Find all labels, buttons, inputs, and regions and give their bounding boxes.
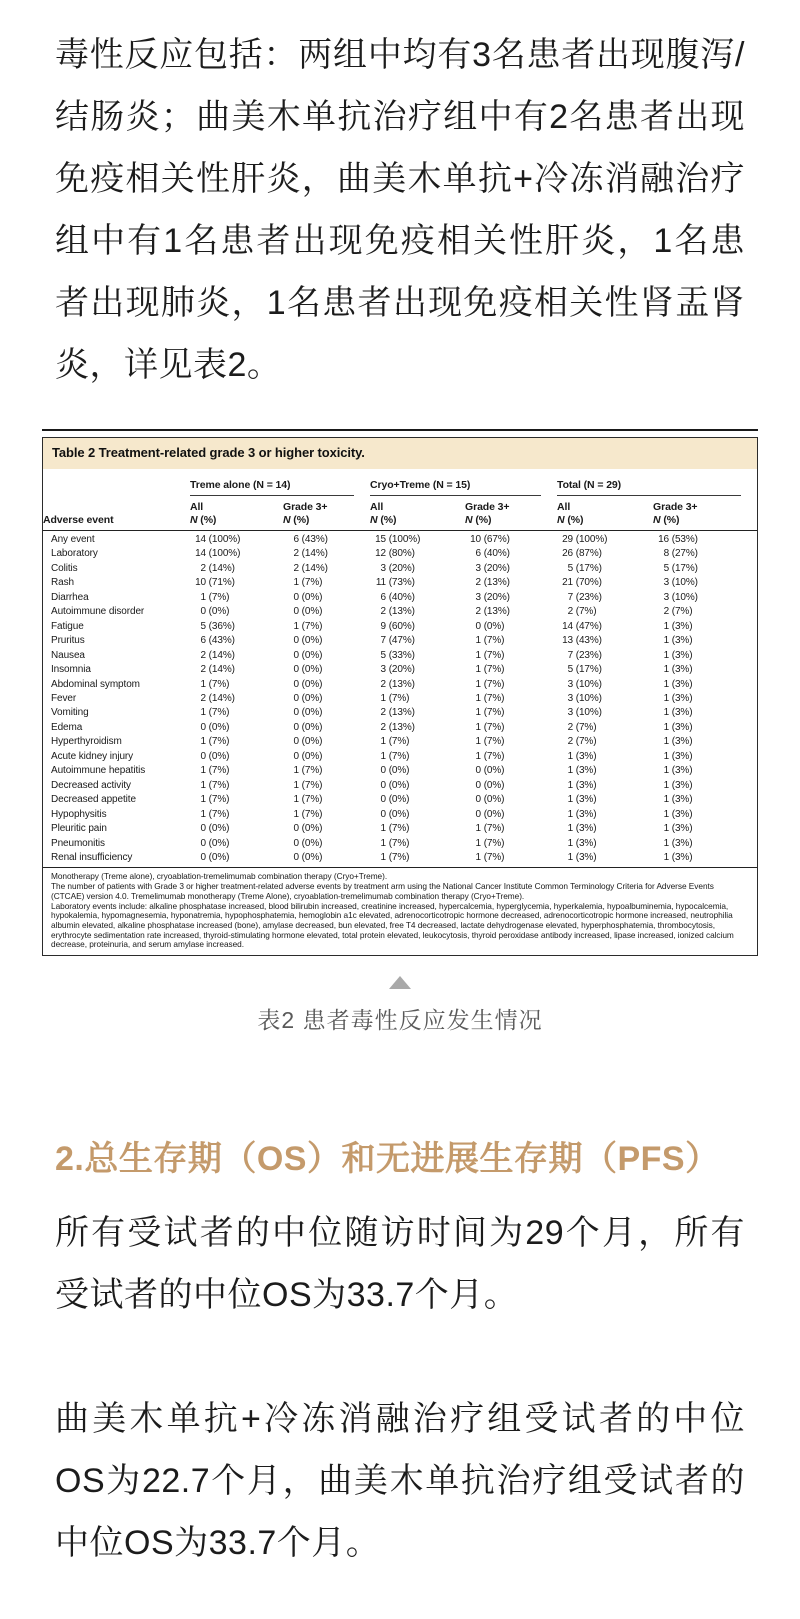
col-header-n-pct: N (%) [190, 513, 283, 531]
table-cell: 2 (13%) [475, 606, 510, 618]
table-cell: 1 (3%) [567, 794, 597, 806]
table-cell: 1 (3%) [663, 794, 693, 806]
table-cell: 1 (3%) [567, 808, 597, 820]
table-cell: 1 (3%) [663, 823, 693, 835]
table-cell: 1 (7%) [380, 736, 410, 748]
table-row [43, 663, 757, 677]
table-cell: 2 (14%) [200, 664, 235, 676]
col-header-n-pct: N (%) [370, 513, 465, 531]
table-cell: 1 (7%) [475, 678, 505, 690]
table-cell: 5 (33%) [380, 649, 415, 661]
table-cell: 0 (0%) [380, 794, 410, 806]
table-cell: 0 (0%) [293, 750, 323, 762]
table-cell: 0 (0%) [293, 591, 323, 603]
table-cell: 2 (13%) [475, 577, 510, 589]
table-cell: 1 (3%) [567, 750, 597, 762]
adverse-event-label: Decreased activity [51, 779, 131, 791]
adverse-event-label: Diarrhea [51, 591, 89, 603]
table-cell: 0 (0%) [293, 692, 323, 704]
table2-figure [42, 429, 758, 956]
table-cell: 1 (3%) [663, 750, 693, 762]
table-cell: 0 (0%) [475, 794, 505, 806]
table-row [43, 793, 757, 807]
table-cell: 1 (7%) [380, 692, 410, 704]
table-cell: 1 (7%) [475, 851, 505, 863]
table-cell: 1 (3%) [663, 620, 693, 632]
column-group-treme-alone: Treme alone (N = 14) [190, 469, 370, 496]
table-cell: 1 (7%) [475, 750, 505, 762]
table-row [43, 576, 757, 590]
table-cell: 10 (71%) [195, 577, 235, 589]
table-cell: 7 (23%) [567, 649, 602, 661]
table-cell: 1 (7%) [200, 779, 230, 791]
table-cell: 3 (20%) [475, 591, 510, 603]
adverse-event-label: Pruritus [51, 635, 85, 647]
table-cell: 7 (47%) [380, 635, 415, 647]
table-cell: 16 (53%) [658, 534, 698, 545]
table-cell: 29 (100%) [562, 534, 608, 545]
table-cell: 1 (7%) [200, 591, 230, 603]
table-cell: 2 (13%) [380, 707, 415, 719]
table-cell: 1 (7%) [475, 692, 505, 704]
table-cell: 21 (70%) [562, 577, 602, 589]
adverse-event-label: Any event [51, 534, 95, 545]
col-header-n-pct: N (%) [465, 513, 557, 531]
table-cell: 0 (0%) [380, 808, 410, 820]
table-cell: 0 (0%) [380, 779, 410, 791]
table-cell: 2 (14%) [293, 548, 328, 560]
col-header-n-pct: N (%) [557, 513, 653, 531]
table-cell: 2 (7%) [663, 606, 693, 618]
table-cell: 1 (3%) [663, 736, 693, 748]
table-row [43, 678, 757, 692]
table-cell: 0 (0%) [293, 678, 323, 690]
table-cell: 0 (0%) [200, 750, 230, 762]
table-cell: 1 (7%) [293, 765, 323, 777]
table-cell: 1 (7%) [475, 837, 505, 849]
table-cell: 1 (3%) [663, 664, 693, 676]
adverse-event-label: Colitis [51, 562, 78, 574]
table-cell: 1 (7%) [380, 837, 410, 849]
table-cell: 1 (7%) [475, 736, 505, 748]
table-cell: 0 (0%) [293, 707, 323, 719]
table-cell: 3 (20%) [475, 562, 510, 574]
col-header-grade3: Grade 3+ [465, 501, 510, 513]
table-cell: 14 (100%) [195, 534, 241, 545]
table-cell: 1 (3%) [663, 851, 693, 863]
table-cell: 0 (0%) [293, 649, 323, 661]
subheader-row [43, 496, 757, 513]
adverse-event-label: Abdominal symptom [51, 678, 140, 690]
table-cell: 10 (67%) [470, 534, 510, 545]
table-cell: 2 (7%) [567, 736, 597, 748]
adverse-event-table [43, 469, 757, 867]
table-cell: 0 (0%) [293, 664, 323, 676]
table-title: Table 2 Treatment-related grade 3 or higher toxicity. [52, 445, 365, 460]
footnote-line: Laboratory events include: alkaline phosphatase increased, blood bilirubin increased, creatinine increased, hypercalcemia, hyperglycemia, hyperkalemia, hypoalbuminemia, hypocalcemia, hypokalemia, hypomagnesemia, hyponatremia, hypophosphatemia, hemoglobin a1c elevated, adrenocorticotropic hormone decreased, adrenocorticotropic hormone increased, neutrophilia albumin elevated, alkaline phosphatase increased (bone), amylase decreased, bun elevated, free T4 decreased, lactate dehydrogenase elevated, hyperphosphatemia, thrombocytosis, erythrocyte sedimentation rate increased, thyroid-stimulating hormone elevated, total protein elevated, leukocytosis, thyroid peroxidase antibody increased, lipase increased, ionized calcium decrease, proteinuria, and serum amylase increased. [51, 900, 734, 950]
table-cell: 1 (3%) [663, 635, 693, 647]
table-cell: 2 (7%) [567, 721, 597, 733]
table-cell: 0 (0%) [200, 606, 230, 618]
table-box [42, 437, 758, 956]
table-row [43, 591, 757, 605]
table-row [43, 605, 757, 619]
adverse-event-label: Autoimmune hepatitis [51, 765, 146, 777]
table-cell: 1 (7%) [200, 794, 230, 806]
table-row [43, 649, 757, 663]
table-cell: 3 (10%) [567, 707, 602, 719]
table-cell: 0 (0%) [475, 808, 505, 820]
table-cell: 11 (73%) [375, 577, 415, 589]
adverse-event-label: Edema [51, 721, 83, 733]
table-cell: 8 (27%) [663, 548, 698, 560]
table-cell: 12 (80%) [375, 548, 415, 560]
table-title-bar [43, 438, 757, 469]
toxicity-paragraph: 毒性反应包括：两组中均有3名患者出现腹泻/结肠炎；曲美木单抗治疗组中有2名患者出现免疫相关性肝炎，曲美木单抗+冷冻消融治疗组中有1名患者出现免疫相关性肝炎，1名患者出现肺炎，1名患者出现免疫相关性肾盂肾炎，详见表2。 [55, 36, 745, 384]
col-header-n-pct: N (%) [283, 513, 370, 531]
table-cell: 15 (100%) [375, 534, 421, 545]
npct-header-row [43, 513, 757, 531]
table-cell: 2 (14%) [200, 649, 235, 661]
table-row [43, 851, 757, 867]
table-row [43, 808, 757, 822]
table-cell: 1 (7%) [200, 765, 230, 777]
table-row [43, 837, 757, 851]
table-row [43, 692, 757, 706]
table-cell: 1 (7%) [200, 736, 230, 748]
table-cell: 0 (0%) [475, 620, 505, 632]
table-cell: 0 (0%) [475, 765, 505, 777]
table-cell: 3 (20%) [380, 562, 415, 574]
table-row [43, 822, 757, 836]
table-cell: 6 (43%) [293, 534, 328, 545]
group-header-row [43, 469, 757, 496]
table-cell: 1 (3%) [567, 765, 597, 777]
table-cell: 0 (0%) [293, 837, 323, 849]
col-header-all: All [190, 501, 204, 513]
table-cell: 13 (43%) [562, 635, 602, 647]
adverse-event-label: Fever [51, 692, 77, 704]
table-cell: 1 (7%) [380, 823, 410, 835]
table-cell: 1 (7%) [293, 620, 323, 632]
os-paragraph-2: 曲美木单抗+冷冻消融治疗组受试者的中位OS为22.7个月，曲美木单抗治疗组受试者的中位OS为33.7个月。 [55, 1400, 745, 1563]
table-row [43, 531, 757, 548]
table-cell: 0 (0%) [475, 779, 505, 791]
adverse-event-label: Renal insufficiency [51, 851, 133, 863]
table-cell: 1 (3%) [663, 765, 693, 777]
table-cell: 1 (7%) [475, 721, 505, 733]
table-cell: 1 (7%) [293, 808, 323, 820]
table-cell: 0 (0%) [200, 721, 230, 733]
col-header-grade3: Grade 3+ [283, 501, 328, 513]
adverse-event-label: Acute kidney injury [51, 750, 134, 762]
table-cell: 1 (3%) [567, 779, 597, 791]
table-cell: 1 (7%) [200, 707, 230, 719]
table-cell: 14 (100%) [195, 548, 241, 560]
table-cell: 0 (0%) [293, 823, 323, 835]
col-header-grade3: Grade 3+ [653, 501, 698, 513]
adverse-event-label: Autoimmune disorder [51, 606, 145, 618]
table-cell: 5 (17%) [567, 562, 602, 574]
table-footnotes [43, 867, 757, 955]
table-cell: 1 (3%) [567, 851, 597, 863]
adverse-event-label: Nausea [51, 649, 85, 661]
adverse-event-label: Rash [51, 577, 74, 589]
table-cell: 1 (7%) [293, 779, 323, 791]
section-heading-os-pfs: 2.总生存期（OS）和无进展生存期（PFS） [55, 1140, 720, 1179]
table-cell: 0 (0%) [293, 635, 323, 647]
figure-caption: 表2 患者毒性反应发生情况 [257, 1007, 543, 1034]
table-cell: 0 (0%) [200, 823, 230, 835]
column-group-cryo-treme: Cryo+Treme (N = 15) [370, 469, 557, 496]
table-row [43, 750, 757, 764]
table-cell: 0 (0%) [380, 765, 410, 777]
table-cell: 2 (13%) [380, 678, 415, 690]
table-cell: 0 (0%) [293, 736, 323, 748]
table-top-rule [42, 429, 758, 431]
table-cell: 2 (13%) [380, 606, 415, 618]
os-paragraph-1: 所有受试者的中位随访时间为29个月，所有受试者的中位OS为33.7个月。 [55, 1214, 745, 1315]
table-cell: 1 (7%) [380, 750, 410, 762]
table-row [43, 706, 757, 720]
table-cell: 3 (10%) [567, 692, 602, 704]
table-cell: 1 (3%) [663, 678, 693, 690]
table-cell: 1 (7%) [475, 707, 505, 719]
table-cell: 3 (10%) [663, 577, 698, 589]
table-cell: 6 (43%) [200, 635, 235, 647]
adverse-event-label: Hypophysitis [51, 808, 107, 820]
table-cell: 26 (87%) [562, 548, 602, 560]
col-header-all: All [370, 501, 384, 513]
table-cell: 0 (0%) [293, 721, 323, 733]
table-cell: 1 (3%) [663, 837, 693, 849]
adverse-event-label: Pneumonitis [51, 837, 105, 849]
table-row [43, 634, 757, 648]
table-cell: 5 (36%) [200, 620, 235, 632]
table-cell: 1 (3%) [567, 823, 597, 835]
article-page [0, 24, 800, 1574]
up-triangle-icon [389, 976, 411, 989]
table-cell: 1 (3%) [663, 808, 693, 820]
adverse-event-label: Insomnia [51, 664, 91, 676]
table-cell: 14 (47%) [562, 620, 602, 632]
adverse-event-label: Hyperthyroidism [51, 736, 122, 748]
table-cell: 0 (0%) [200, 851, 230, 863]
table-cell: 1 (7%) [475, 649, 505, 661]
table-cell: 1 (3%) [663, 779, 693, 791]
table-cell: 1 (3%) [663, 692, 693, 704]
table-row [43, 764, 757, 778]
col-header-n-pct: N (%) [653, 513, 757, 531]
table-cell: 1 (7%) [200, 678, 230, 690]
table-row [43, 547, 757, 561]
table-cell: 6 (40%) [475, 548, 510, 560]
table-row [43, 735, 757, 749]
adverse-event-table-body [43, 531, 757, 868]
table-cell: 1 (7%) [475, 823, 505, 835]
table-cell: 6 (40%) [380, 591, 415, 603]
table-row [43, 562, 757, 576]
table-cell: 5 (17%) [567, 664, 602, 676]
table-cell: 3 (20%) [380, 664, 415, 676]
table-cell: 1 (7%) [475, 664, 505, 676]
table-cell: 1 (7%) [200, 808, 230, 820]
table-cell: 7 (23%) [567, 591, 602, 603]
table-cell: 2 (14%) [200, 692, 235, 704]
table-cell: 1 (3%) [663, 707, 693, 719]
table-cell: 2 (14%) [293, 562, 328, 574]
table-cell: 2 (13%) [380, 721, 415, 733]
footnote-line: The number of patients with Grade 3 or higher treatment-related adverse events by treatment arm using the National Cancer Institute Common Terminology Criteria for Adverse Events (CTCAE) version 4.0. Tremelimumab monotherapy (Treme Alone), cryoablation-tremelimumab combination therapy (Cryo+Treme). [51, 881, 714, 901]
table-cell: 3 (10%) [567, 678, 602, 690]
table-cell: 1 (3%) [567, 837, 597, 849]
table-cell: 0 (0%) [200, 837, 230, 849]
table-cell: 0 (0%) [293, 606, 323, 618]
col-header-all: All [557, 501, 571, 513]
table-cell: 9 (60%) [380, 620, 415, 632]
table-cell: 1 (7%) [475, 635, 505, 647]
table-cell: 0 (0%) [293, 851, 323, 863]
table-cell: 5 (17%) [663, 562, 698, 574]
table-cell: 1 (3%) [663, 649, 693, 661]
row-header-adverse-event: Adverse event [43, 513, 190, 531]
table-cell: 2 (7%) [567, 606, 597, 618]
adverse-event-label: Fatigue [51, 620, 84, 632]
table-cell: 1 (7%) [293, 794, 323, 806]
table-cell: 1 (7%) [380, 851, 410, 863]
adverse-event-label: Vomiting [51, 707, 89, 719]
table-row [43, 620, 757, 634]
footnote-line: Monotherapy (Treme alone), cryoablation-tremelimumab combination therapy (Cryo+Treme). [51, 871, 388, 882]
table-cell: 2 (14%) [200, 562, 235, 574]
column-group-total: Total (N = 29) [557, 469, 757, 496]
adverse-event-label: Decreased appetite [51, 794, 136, 806]
adverse-event-label: Pleuritic pain [51, 823, 107, 835]
table-row [43, 779, 757, 793]
table-row [43, 721, 757, 735]
adverse-event-label: Laboratory [51, 548, 98, 560]
table-cell: 1 (3%) [663, 721, 693, 733]
table-cell: 1 (7%) [293, 577, 323, 589]
table-cell: 3 (10%) [663, 591, 698, 603]
